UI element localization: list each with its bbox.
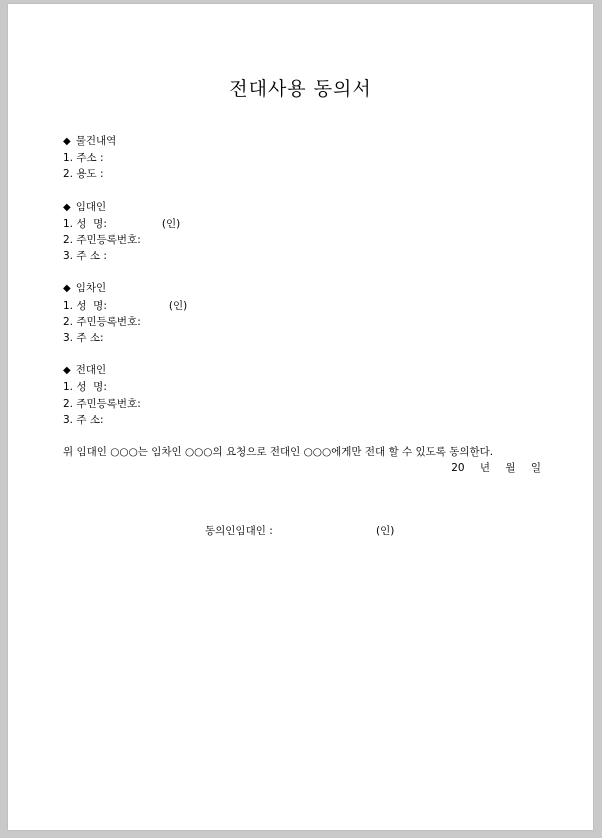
document-page <box>8 4 593 830</box>
document-body <box>63 133 541 476</box>
document-title: 전대사용 동의서 <box>229 78 372 100</box>
lessee-name-line <box>63 298 541 314</box>
section-lessor <box>63 199 541 265</box>
lessor-name-label: 1. 성 명: <box>63 217 107 230</box>
section-lessee <box>63 280 541 346</box>
diamond-bullet-icon: ◆ <box>63 136 71 147</box>
section-heading <box>63 280 541 297</box>
section-heading-text: 임대인 <box>75 200 107 213</box>
section-heading <box>63 362 541 379</box>
consent-seal-mark: (인) <box>376 525 395 537</box>
sublessor-name-line: 1. 성 명: <box>63 381 107 394</box>
diamond-bullet-icon: ◆ <box>63 365 71 377</box>
diamond-bullet-icon: ◆ <box>63 283 71 295</box>
lessee-name-label: 1. 성 명: <box>63 299 107 312</box>
consent-signer-label: 동의인임대인 : <box>205 525 273 537</box>
section-heading-text: 전대인 <box>75 364 107 377</box>
date-line: 20 년 월 일 <box>451 462 541 475</box>
section-sublessor <box>63 362 541 428</box>
sublessor-address-line: 3. 주 소: <box>63 413 104 426</box>
lessor-address-line: 3. 주 소 : <box>63 250 107 263</box>
lessee-id-line: 2. 주민등록번호: <box>63 315 141 328</box>
property-address-line: 1. 주소 : <box>63 152 104 165</box>
section-property <box>63 133 541 183</box>
lessor-id-line: 2. 주민등록번호: <box>63 234 141 247</box>
section-heading <box>63 199 541 216</box>
lessee-address-line: 3. 주 소: <box>63 332 104 345</box>
consent-statement: 위 임대인 ○○○는 임차인 ○○○의 요청으로 전대인 ○○○에게만 전대 할 수 있도록 동의한다. <box>63 446 494 459</box>
sublessor-id-line: 2. 주민등록번호: <box>63 397 141 410</box>
diamond-bullet-icon: ◆ <box>63 201 71 213</box>
section-heading-text: 물건내역 <box>75 135 117 147</box>
property-usage-line: 2. 용도 : <box>63 168 104 181</box>
lessee-seal-mark: (인) <box>168 299 188 312</box>
section-heading <box>63 133 541 150</box>
lessor-name-line <box>63 216 541 232</box>
lessor-seal-mark: (인) <box>161 217 181 230</box>
section-heading-text: 임차인 <box>75 282 107 295</box>
